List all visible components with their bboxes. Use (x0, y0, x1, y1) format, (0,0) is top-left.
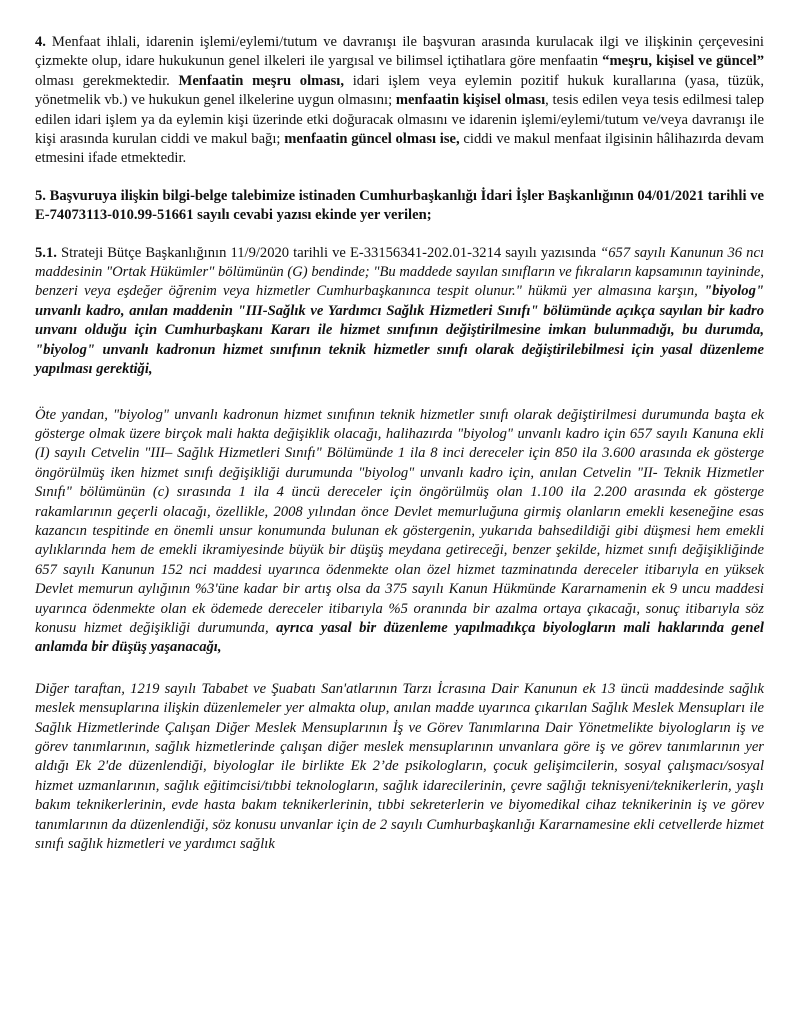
paragraph-ote-yandan (35, 406, 764, 658)
paragraph-4-bold-3: menfaatin kişisel olması (395, 92, 546, 109)
paragraph-diger-taraftan-text: Diğer taraftan, 1219 sayılı Tababet ve Şuabatı San'atlarının Tarzı İcrasına Dair Kanunun ek 13 üncü maddesinde sağlık meslek mensuplarına ilişkin düzenlemeler yer almakta olup, anılan madde uyarınca çıkarılan Sağlık Meslek Mensupları ile Sağlık Hizmetlerinde Çalışan Diğer Meslek Mensuplarının İş ve Görev Tanımlarına Dair Yönetmelikte biyologların iş ve görev tanımlarının, sağlık hizmetlerinde çalışan diğer meslek mensuplarının unvanlara göre iş ve görev tanımlarının yer aldığı Ek 2'de düzenlendiği, biyologlar ile birlikte Ek 2’de psikologların, çocuk gelişimcilerin, sosyal çalışmacı/sosyal hizmet uzmanlarının, sağlık eğitimcisi/tıbbi teknologların, sağlık idarecilerinin, çevre sağlığı teknisyeni/teknikerlerin, yaşlı bakım teknikerlerinin, evde hasta bakım teknikerlerinin, tıbbi sekreterlerin ve biyomedikal cihaz teknikerinin iş ve görev tanımlarının da düzenlendiği, söz konusu unvanlar için de 2 sayılı Cumhurbaşkanlığı Kararnamesine ekli cetvellerde hizmet sınıfı sağlık hizmetleri ve yardımcı sağlık (35, 680, 764, 853)
paragraph-5-1 (35, 244, 764, 380)
spacer (35, 169, 764, 187)
paragraph-4 (35, 33, 764, 169)
paragraph-4-text-1: Menfaat ihlali, idarenin işlemi/eylemi/tutum ve davranışı ile başvuran arasında kurulacak ilgi ve ilişkinin çerçevesini çizmekte olup, idare hukukunun genel ilkeleri ile yargısal ve bilimsel içtihatlara göre menfaatin (35, 34, 764, 70)
paragraph-4-bold-2: Menfaatin meşru olması, (178, 72, 344, 89)
paragraph-5-1-quote: “657 sayılı Kanunun 36 ncı maddesinin "Ortak Hükümler" bölümünün (G) bendinde; "Bu maddede sayılan sınıfların ve fıkraların kapsamının tayininde, benzeri veya eşdeğer öğrenim veya hizmetler Cumhurbaşkanınca tespit olunur." hükmü yer almasına karşın, (35, 244, 764, 300)
paragraph-ote-yandan-emphasis: ayrıca yasal bir düzenleme yapılmadıkça biyologların mali haklarında genel anlamda bir düşüş yaşanacağı, (35, 619, 764, 656)
section-5-heading: 5. Başvuruya ilişkin bilgi-belge talebimize istinaden Cumhurbaşkanlığı İdari İşler Başkanlığının 04/01/2021 tarihli ve E-74073113-010.99-51661 sayılı cevabi yazısı ekinde yer verilen; (35, 187, 764, 224)
paragraph-5-1-number: 5.1. (35, 244, 57, 261)
spacer (35, 658, 764, 680)
paragraph-ote-yandan-text: Öte yandan, "biyolog" unvanlı kadronun hizmet sınıfının teknik hizmetler sınıfı olarak değiştirilmesi durumunda başta ek gösterge olmak üzere birçok mali hakta değişiklik olacağı, halihazırda "biyolog" unvanlı kadro için 657 sayılı Kanuna ekli (I) sayılı Cetvelin "III– Sağlık Hizmetleri Sınıfı" Bölümünde 1 ila 8 inci dereceler için 850 ila 3.600 arasında ek gösterge öngörülmüş iken hizmet sınıfı değişikliği durumunda "biyolog" unvanlı kadro için, anılan Cetvelin "II- Teknik Hizmetler Sınıfı" bölümünün (c) sırasında 1 ila 4 üncü dereceler için öngörülmüş olan 1.100 ila 2.200 arasında ek gösterge rakamlarının geçerli olacağı, özellikle, 2008 yılından önce Devlet memurluğuna girmiş olanların emekli keseneğine esas kazancın tespitinde en önemli unsur konumunda bulunan ek göstergenin, yukarıda bahsedildiği gibi düşmesi hem emekli aylıklarında hem de emekli ikramiyesinde büyük bir düşüş meydana getireceği, benzer şekilde, hizmet sınıfı değişikliğinde 657 sayılı Kanunun 152 nci maddesi uyarınca ödenmekte olan özel hizmet tazminatında dereceler itibarıyla en yüksek Devlet memurun aylığının %3'üne kadar bir artış olsa da 375 sayılı Kanun Hükmünde Kararnamenin ek 9 uncu maddesi uyarınca ödenmekte olan ek ödemede dereceler itibarıyla %5 oranında bir azalma ortaya çıkacağı, sonuç itibarıyla söz konusu hizmet değişikliği durumunda, (35, 406, 764, 636)
spacer (35, 226, 764, 244)
spacer (35, 380, 764, 406)
paragraph-5-1-text: Strateji Bütçe Başkanlığının 11/9/2020 tarihli ve E-33156341-202.01-3214 sayılı yazısında (56, 244, 601, 261)
paragraph-4-text-4: , tesis edilen veya tesis edilmesi talep edilen idari işlem ya da eylemin kişi üzerinde etki doğuracak olmasını ve idarenin işlemi/eylemi/tutum ve/veya davranışı ile kişi arasında kurulan ciddi ve makul bağı; (35, 92, 765, 148)
paragraph-4-text-3: idari işlem veya eylemin pozitif hukuk kurallarına (yasa, tüzük, yönetmelik vb.) ve hukukun genel ilkelerine uygun olmasını; (35, 72, 764, 109)
paragraph-4-number: 4. (35, 34, 46, 50)
paragraph-diger-taraftan (35, 680, 764, 855)
paragraph-4-bold-1: “meşru, kişisel ve güncel” (602, 53, 764, 70)
paragraph-5-1-emphasis: "biyolog" unvanlı kadro, anılan maddenin "III-Sağlık ve Yardımcı Sağlık Hizmetleri Sınıfı" bölümünde açıkça sayılan bir kadro unvanı olduğu için Cumhurbaşkanı Kararı ile hizmet sınıfının değiştirilmesine imkan bulunmadığı, bu durumda, "biyolog" unvanlı kadronun hizmet sınıfının teknik hizmetler sınıfı olarak değiştirilebilmesi için yasal düzenleme yapılması gerektiği, (35, 283, 764, 378)
paragraph-4-text-5: ciddi ve makul menfaat ilgisinin hâlihazırda devam etmesini ifade etmektedir. (35, 131, 764, 167)
paragraph-4-bold-4: menfaatin güncel olması ise, (284, 131, 460, 148)
paragraph-4-text-2: olması gerekmektedir. (35, 72, 179, 89)
